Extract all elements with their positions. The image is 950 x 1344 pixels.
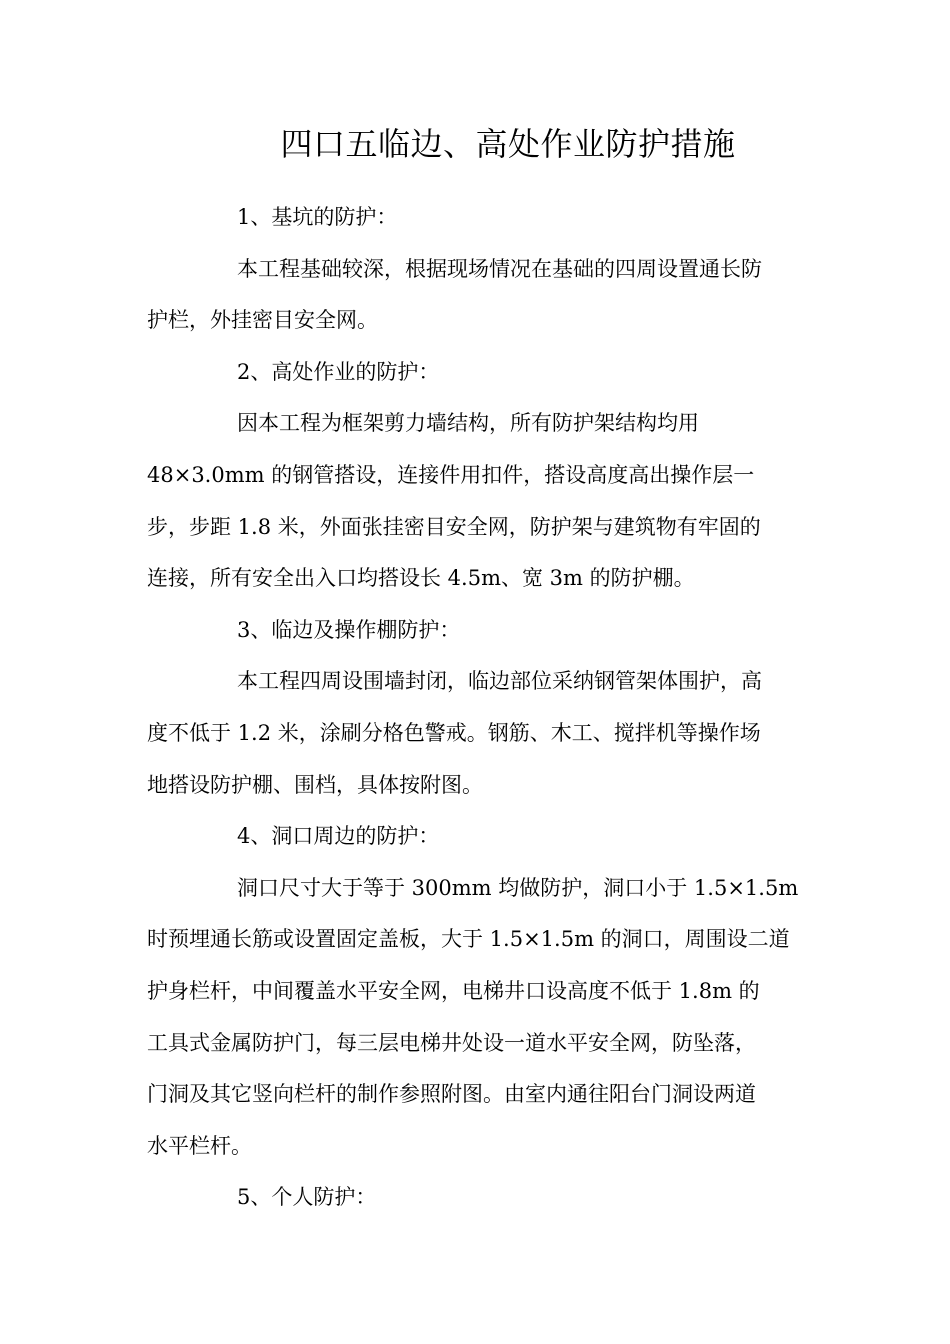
document-title: 四口五临边、高处作业防护措施 [280,125,736,163]
paragraph-line: 护身栏杆，中间覆盖水平安全网，电梯井口设高度不低于 1.8m 的 [147,978,760,1003]
paragraph-line: 连接，所有安全出入口均搭设长 4.5m、宽 3m 的防护棚。 [147,566,695,591]
paragraph-line: 门洞及其它竖向栏杆的制作参照附图。由室内通往阳台门洞设两道 [147,1082,756,1107]
paragraph-line: 本工程基础较深，根据现场情况在基础的四周设置通长防 [237,256,762,281]
paragraph-line: 步，步距 1.8 米，外面张挂密目安全网，防护架与建筑物有牢固的 [147,514,761,539]
paragraph-line: 因本工程为框架剪力墙结构，所有防护架结构均用 [237,411,699,436]
section-heading-2: 2、高处作业的防护： [237,359,440,384]
paragraph-line: 地搭设防护棚、围档，具体按附图。 [147,772,483,797]
section-heading-1: 1、基坑的防护： [237,205,398,229]
paragraph-line: 护栏，外挂密目安全网。 [147,308,378,333]
section-heading-5: 5、个人防护： [237,1185,377,1210]
document-body [147,192,807,1224]
paragraph-line: 洞口尺寸大于等于 300mm 均做防护，洞口小于 1.5×1.5m [237,875,799,900]
paragraph-line: 48×3.0mm 的钢管搭设，连接件用扣件，搭设高度高出操作层一 [147,462,755,487]
section-heading-4: 4、洞口周边的防护： [237,824,440,849]
paragraph-line: 时预埋通长筋或设置固定盖板，大于 1.5×1.5m 的洞口，周围设二道 [147,927,790,952]
section-heading-3: 3、临边及操作棚防护： [237,617,461,642]
paragraph-line: 本工程四周设围墙封闭，临边部位采纳钢管架体围护，高 [237,669,762,694]
paragraph-line: 度不低于 1.2 米，涂刷分格色警戒。钢筋、木工、搅拌机等操作场 [147,720,761,745]
paragraph-line: 水平栏杆。 [147,1133,252,1158]
paragraph-line: 工具式金属防护门，每三层电梯井处设一道水平安全网，防坠落， [147,1030,756,1055]
